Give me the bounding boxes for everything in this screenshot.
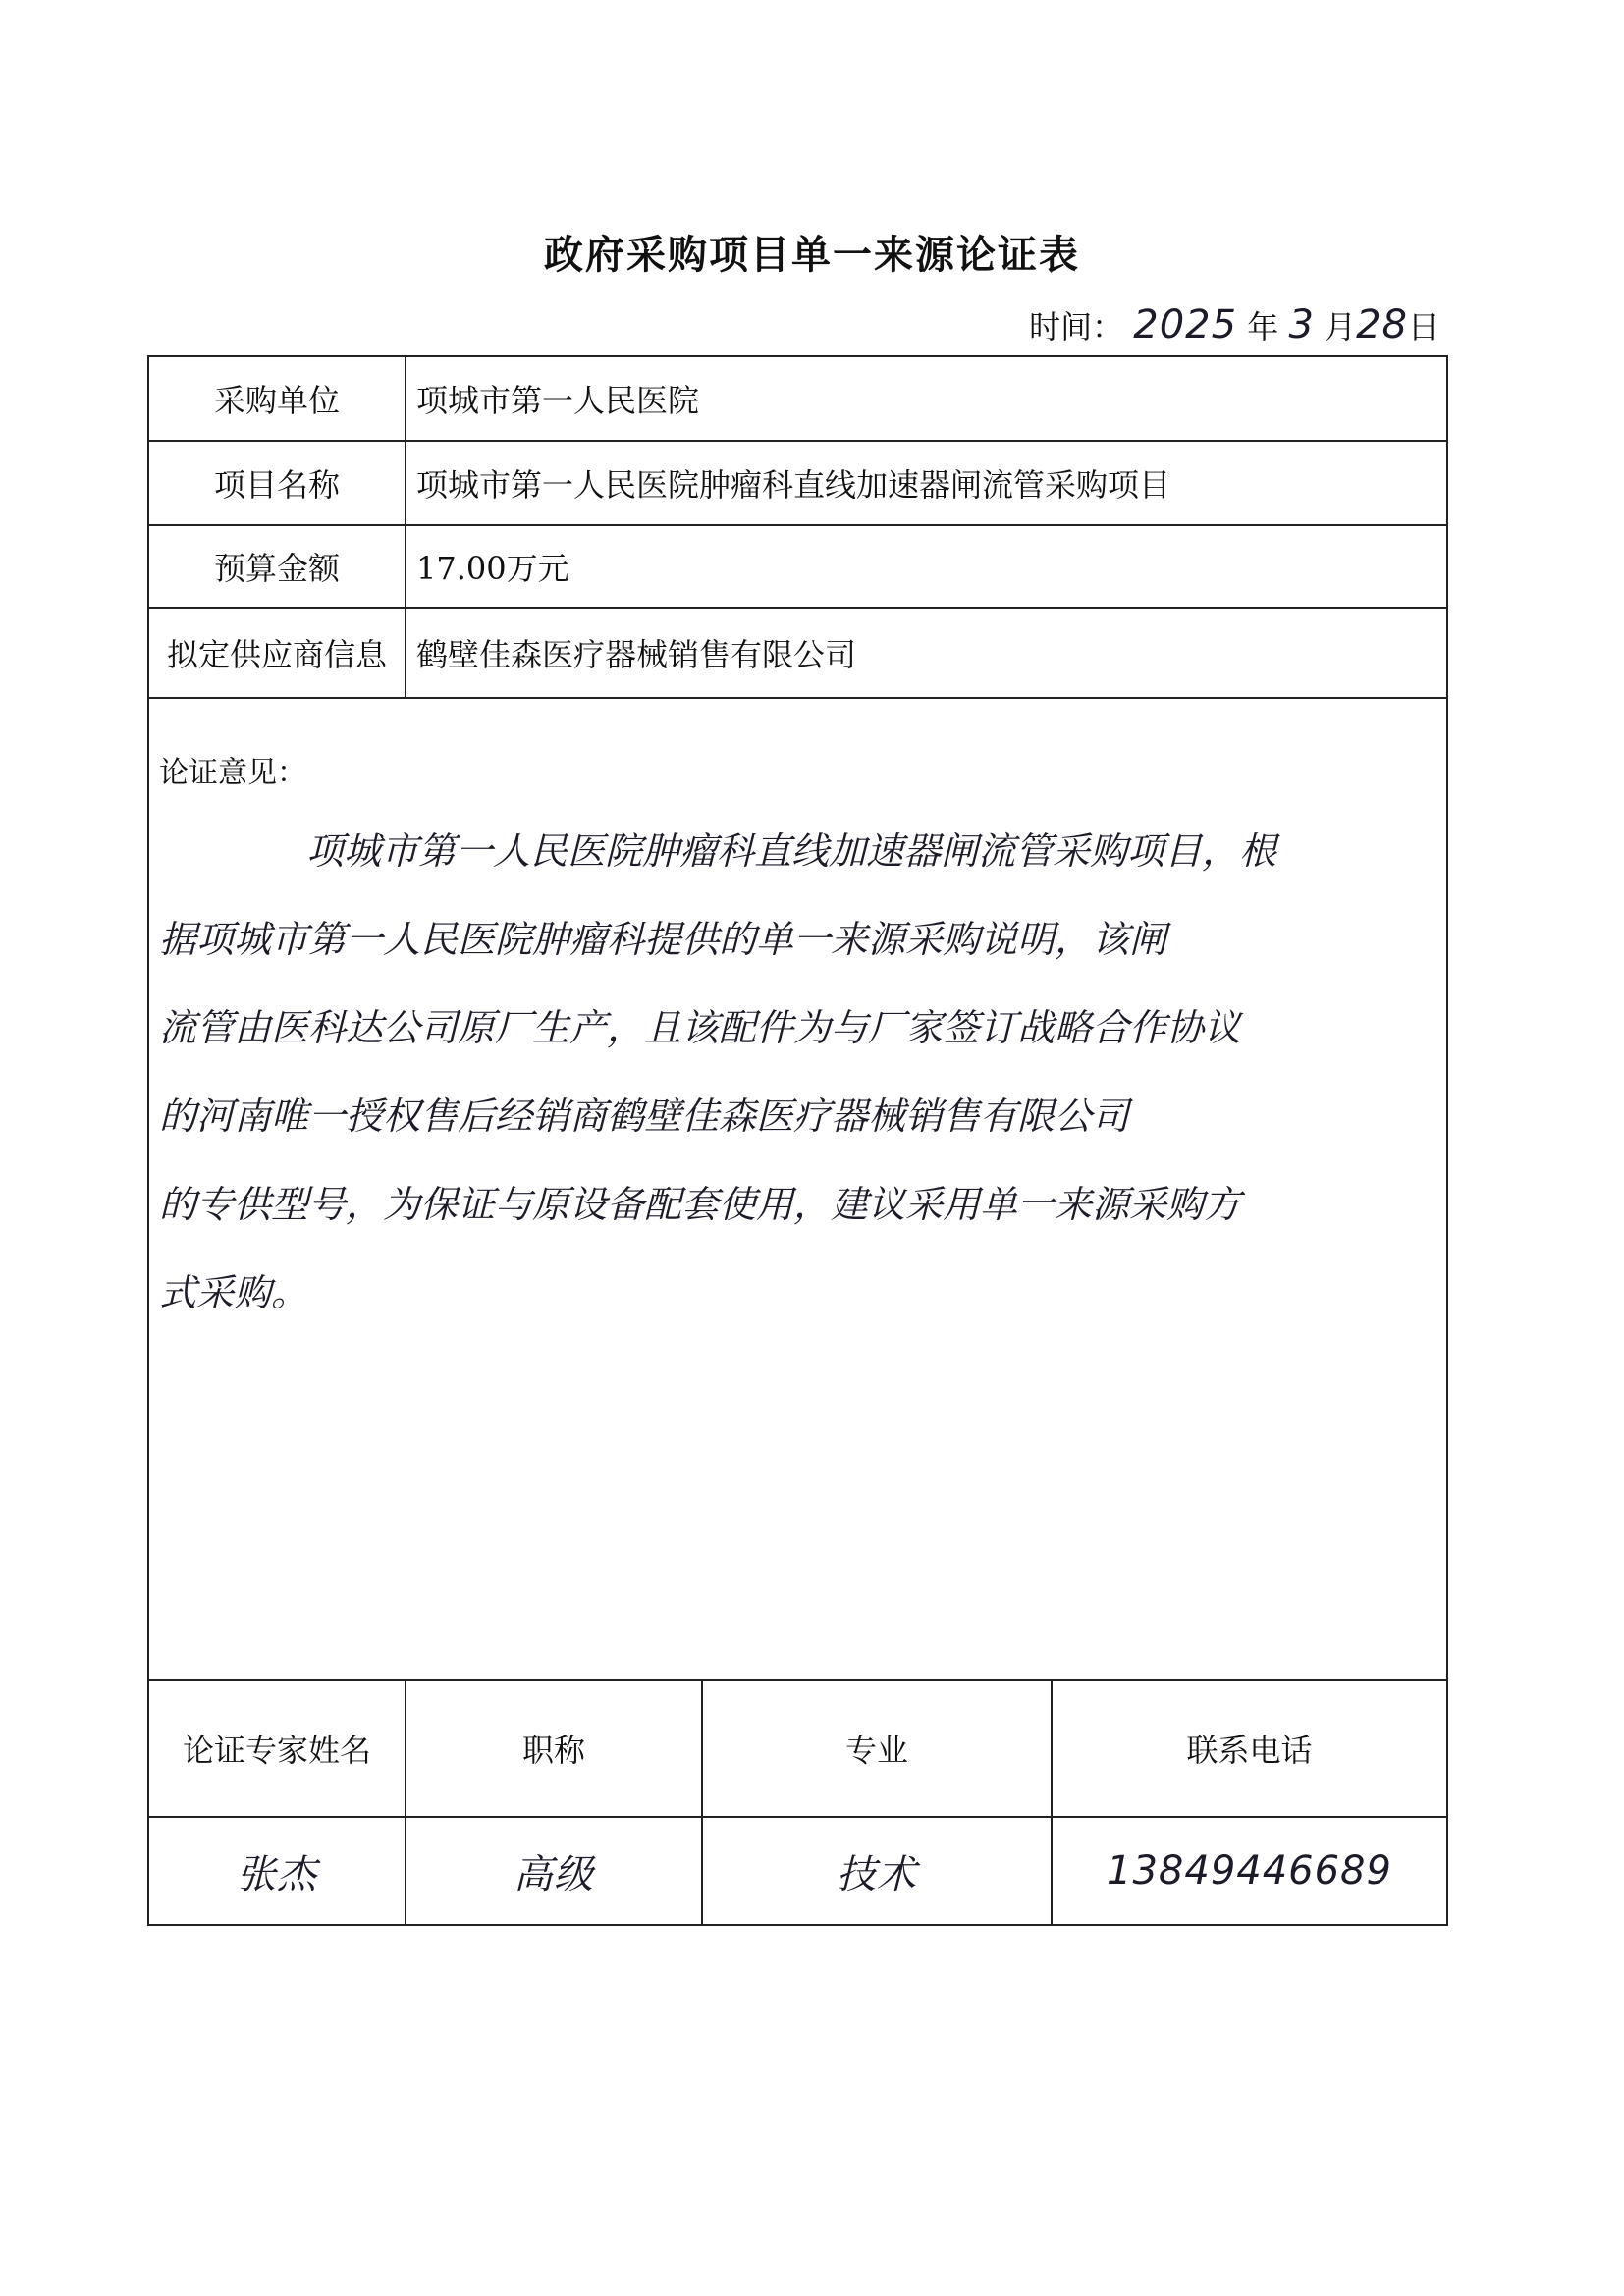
info-label: 项目名称 — [149, 442, 406, 524]
date-month-unit: 月 — [1325, 308, 1357, 346]
info-row-project-name — [149, 442, 1446, 526]
info-row-budget — [149, 526, 1446, 609]
date-label: 时间： — [1029, 308, 1124, 346]
expert-header-specialty: 专业 — [703, 1681, 1053, 1816]
info-label: 拟定供应商信息 — [149, 609, 406, 697]
opinion-line: 的专供型号，为保证与原设备配套使用，建议采用单一来源采购方 — [159, 1183, 1242, 1226]
form-table — [147, 355, 1448, 1926]
info-label: 预算金额 — [149, 526, 406, 607]
expert-header-row — [149, 1681, 1446, 1818]
opinion-section — [149, 699, 1446, 1681]
expert-header-title: 职称 — [406, 1681, 703, 1816]
info-row-supplier — [149, 609, 1446, 699]
date-day: 28 — [1356, 302, 1408, 347]
expert-specialty: 技术 — [703, 1818, 1053, 1924]
opinion-line: 据项城市第一人民医院肿瘤科提供的单一来源采购说明，该闸 — [159, 918, 1167, 961]
opinion-line: 式采购。 — [159, 1271, 309, 1314]
expert-name: 张杰 — [149, 1818, 406, 1924]
info-value: 17.00万元 — [416, 550, 569, 587]
date-year-unit: 年 — [1247, 308, 1279, 346]
opinion-line: 流管由医科达公司原厂生产，且该配件为与厂家签订战略合作协议 — [159, 1006, 1242, 1049]
opinion-line: 的河南唯一授权售后经销商鹤壁佳森医疗器械销售有限公司 — [159, 1095, 1130, 1138]
expert-header-name: 论证专家姓名 — [149, 1681, 406, 1816]
date-day-unit: 日 — [1407, 308, 1439, 346]
expert-row — [149, 1818, 1446, 1924]
expert-header-phone: 联系电话 — [1186, 1732, 1313, 1769]
info-label: 采购单位 — [149, 357, 406, 440]
page-title: 政府采购项目单一来源论证表 — [544, 233, 1080, 278]
date-month: 3 — [1288, 302, 1315, 347]
info-value: 鹤壁佳森医疗器械销售有限公司 — [416, 636, 857, 673]
opinion-line: 项城市第一人民医院肿瘤科直线加速器闸流管采购项目，根 — [306, 829, 1277, 873]
expert-phone: 13849446689 — [1107, 1848, 1392, 1894]
opinion-text — [159, 807, 1435, 1337]
date-line — [1029, 302, 1439, 347]
info-row-purchaser — [149, 357, 1446, 442]
info-value: 项城市第一人民医院 — [416, 382, 700, 419]
expert-title: 高级 — [406, 1818, 703, 1924]
opinion-label: 论证意见： — [159, 756, 306, 790]
info-value: 项城市第一人民医院肿瘤科直线加速器闸流管采购项目 — [416, 466, 1171, 504]
date-year: 2025 — [1133, 302, 1238, 347]
